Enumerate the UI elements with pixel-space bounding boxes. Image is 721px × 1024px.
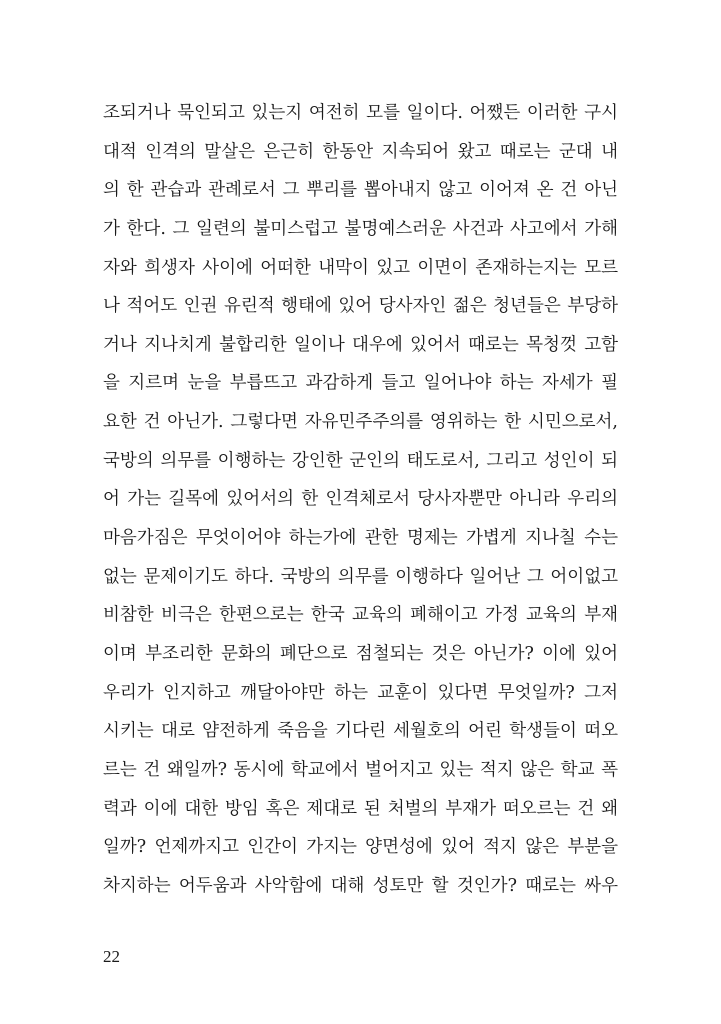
text-line: 가 한다. 그 일련의 불미스럽고 불명예스러운 사건과 사고에서 가해 (103, 218, 618, 239)
page-number: 22 (103, 947, 120, 966)
text-line: 나 적어도 인권 유린적 행태에 있어 당사자인 젊은 청년들은 부당하 (103, 296, 618, 317)
text-line: 을 지르며 눈을 부릅뜨고 과감하게 들고 일어나야 하는 자세가 필 (103, 373, 618, 394)
text-line: 조되거나 묵인되고 있는지 여전히 모를 일이다. 어쨌든 이러한 구시 (103, 103, 618, 123)
text-line: 비참한 비극은 한편으로는 한국 교육의 폐해이고 가정 교육의 부재 (103, 605, 618, 626)
text-line: 의 한 관습과 관례로서 그 뿌리를 뽑아내지 않고 이어져 온 건 아닌 (103, 180, 618, 201)
text-line: 국방의 의무를 이행하는 강인한 군인의 태도로서, 그리고 성인이 되 (103, 450, 618, 471)
text-line: 자와 희생자 사이에 어떠한 내막이 있고 이면이 존재하는지는 모르 (103, 257, 618, 278)
text-line: 어 가는 길목에 있어서의 한 인격체로서 당사자뿐만 아니라 우리의 (103, 489, 618, 510)
text-line: 우리가 인지하고 깨달아야만 하는 교훈이 있다면 무엇일까? 그저 (103, 682, 618, 703)
text-line: 이며 부조리한 문화의 폐단으로 점철되는 것은 아닌가? 이에 있어 (103, 643, 618, 664)
text-line: 시키는 대로 얌전하게 죽음을 기다린 세월호의 어린 학생들이 떠오 (103, 721, 618, 742)
text-line: 대적 인격의 말살은 은근히 한동안 지속되어 왔고 때로는 군대 내 (103, 141, 618, 162)
text-line: 력과 이에 대한 방임 혹은 제대로 된 처벌의 부재가 떠오르는 건 왜 (103, 798, 618, 819)
text-line: 없는 문제이기도 하다. 국방의 의무를 이행하다 일어난 그 어이없고 (103, 566, 618, 587)
text-line: 마음가짐은 무엇이어야 하는가에 관한 명제는 가볍게 지나칠 수는 (103, 528, 618, 549)
text-line: 거나 지나치게 불합리한 일이나 대우에 있어서 때로는 목청껏 고함 (103, 334, 618, 355)
text-line: 르는 건 왜일까? 동시에 학교에서 벌어지고 있는 적지 않은 학교 폭 (103, 759, 618, 780)
text-line: 차지하는 어두움과 사악함에 대해 성토만 할 것인가? 때로는 싸우 (103, 875, 618, 896)
text-line: 일까? 언제까지고 인간이 가지는 양면성에 있어 적지 않은 부분을 (103, 837, 618, 858)
text-line: 요한 건 아닌가. 그렇다면 자유민주주의를 영위하는 한 시민으로서, (103, 412, 618, 433)
body-text (103, 94, 618, 905)
